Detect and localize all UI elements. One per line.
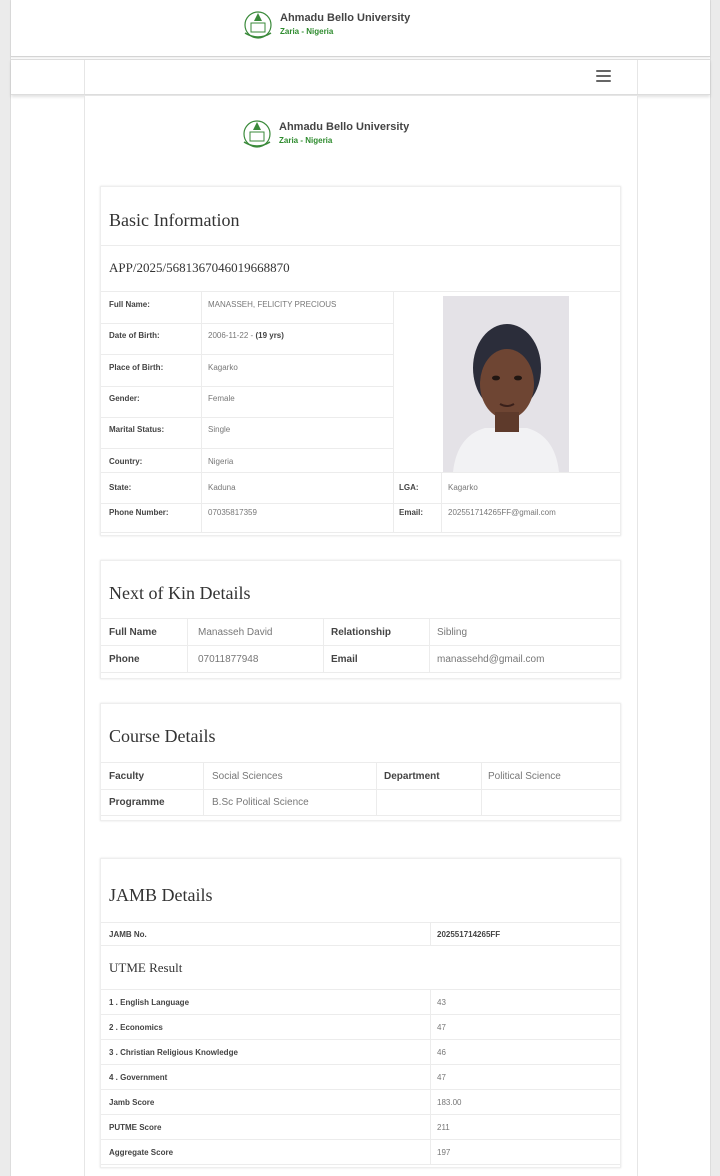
phone-value: 07035817359 [208,508,257,517]
marital-label: Marital Status: [109,425,165,434]
pob-value: Kagarko [208,363,238,372]
dob-value [208,331,284,340]
kin-email-label: Email [331,654,358,665]
kin-email-value: manassehd@gmail.com [437,654,545,665]
utme-row-value: 197 [437,1148,451,1157]
jamb-no-label: JAMB No. [109,930,147,939]
kin-phone-value: 07011877948 [198,654,259,665]
phone-label: Phone Number: [109,508,169,517]
lga-label: LGA: [399,483,419,492]
jamb-no-value: 202551714265FF [437,930,501,939]
utme-row-label: PUTME Score [109,1123,162,1132]
person-photo-icon [443,296,569,472]
utme-row-value: 47 [437,1023,446,1032]
university-logo[interactable] [242,9,410,41]
kin-relationship-value: Sibling [437,627,468,638]
dob-date: 2006-11-22 - [208,331,254,340]
utme-row-label: 4 . Government [109,1073,168,1082]
university-name: Ahmadu Bello University [280,12,411,24]
lga-value: Kagarko [448,483,478,492]
kin-phone-label: Phone [109,654,140,665]
utme-result-title: UTME Result [109,960,183,975]
content-logo [241,118,409,150]
jamb-details-panel [100,858,621,1168]
kin-full-name-value: Manasseh David [198,627,273,638]
utme-row-value: 47 [437,1073,446,1082]
utme-row-label: Jamb Score [109,1098,155,1107]
next-of-kin-panel [100,560,621,679]
utme-row-value: 211 [437,1123,450,1132]
dob-label: Date of Birth: [109,331,160,340]
nav-bar [11,59,710,95]
section-title: JAMB Details [109,885,213,905]
application-number: APP/2025/5681367046019668870 [109,260,290,275]
gender-label: Gender: [109,394,140,403]
university-name: Ahmadu Bello University [279,121,410,133]
basic-info-panel [100,186,621,536]
utme-row-value: 183.00 [437,1098,462,1107]
utme-row-value: 46 [437,1048,446,1057]
marital-value: Single [208,425,231,434]
utme-row-label: 3 . Christian Religious Knowledge [109,1048,238,1057]
applicant-photo [443,296,569,472]
utme-row-label: Aggregate Score [109,1148,174,1157]
age-value: (19 yrs) [255,331,284,340]
programme-value: B.Sc Political Science [212,797,309,808]
course-details-panel [100,703,621,821]
state-label: State: [109,483,132,492]
section-title: Next of Kin Details [109,583,251,603]
section-title: Course Details [109,726,216,746]
kin-relationship-label: Relationship [331,627,392,638]
top-header [11,0,710,57]
university-seal-icon [241,118,273,150]
section-title: Basic Information [109,210,240,230]
pob-label: Place of Birth: [109,363,164,372]
full-name-label: Full Name: [109,300,150,309]
email-value: 202551714265FF@gmail.com [448,508,556,517]
university-location: Zaria - Nigeria [280,27,334,36]
department-label: Department [384,771,440,782]
utme-row-label: 1 . English Language [109,998,190,1007]
programme-label: Programme [109,797,165,808]
department-value: Political Science [488,771,561,782]
full-name-value: MANASSEH, FELICITY PRECIOUS [208,300,337,309]
gender-value: Female [208,394,235,403]
university-seal-icon [242,9,274,41]
university-location: Zaria - Nigeria [279,136,333,145]
email-label: Email: [399,508,424,517]
faculty-label: Faculty [109,771,145,782]
country-label: Country: [109,457,143,466]
hamburger-menu-icon[interactable] [596,70,611,83]
basic-info-table [101,292,620,535]
utme-row-value: 43 [437,998,446,1007]
nav-inner [84,60,638,94]
utme-row-label: 2 . Economics [109,1023,163,1032]
state-value: Kaduna [208,483,236,492]
country-value: Nigeria [208,457,234,466]
faculty-value: Social Sciences [212,771,283,782]
kin-full-name-label: Full Name [109,627,157,638]
